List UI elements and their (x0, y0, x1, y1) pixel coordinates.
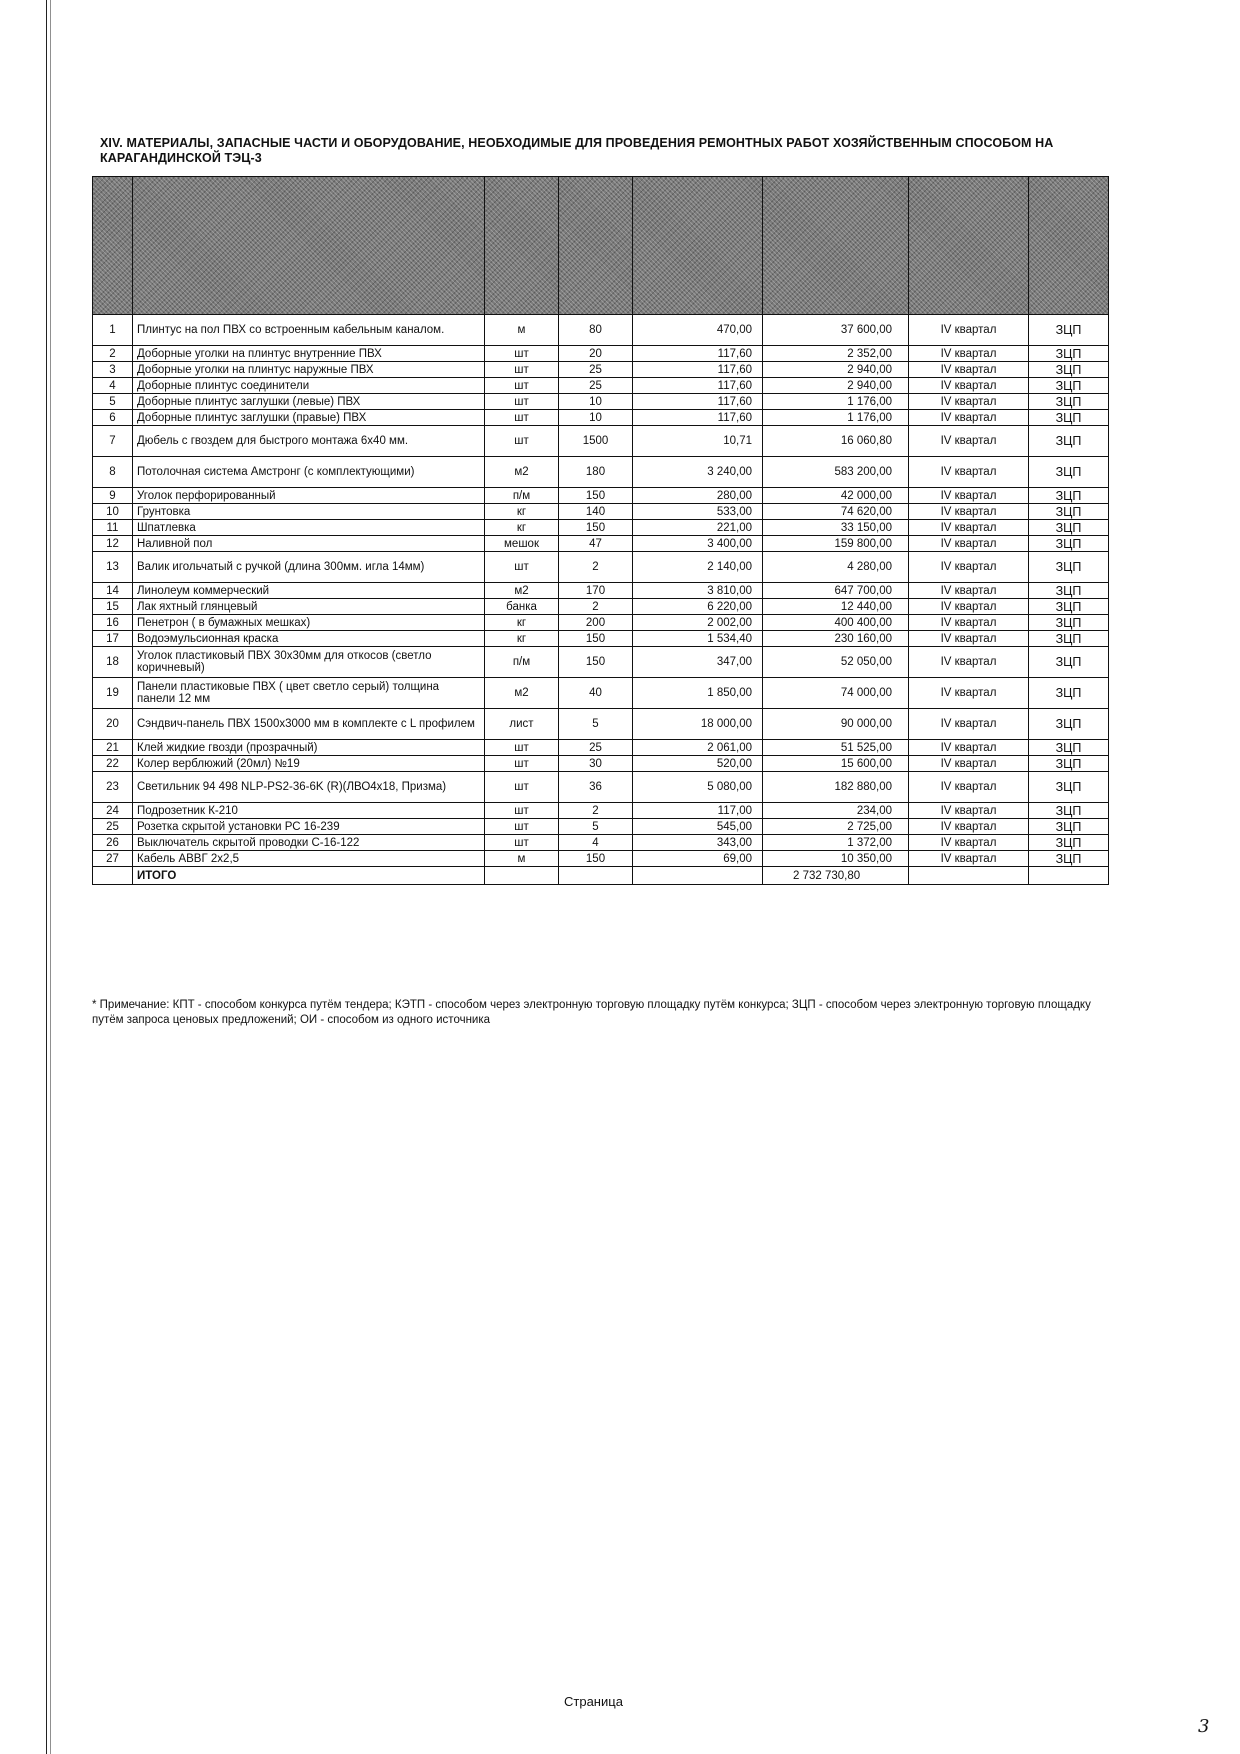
item-period: IV квартал (909, 394, 1029, 410)
item-unit: шт (485, 394, 559, 410)
item-unit: м (485, 315, 559, 346)
item-unit: шт (485, 756, 559, 772)
row-number: 3 (93, 362, 133, 378)
item-period: IV квартал (909, 457, 1029, 488)
item-unit: кг (485, 520, 559, 536)
item-unit: м (485, 851, 559, 867)
total-empty-cell (1029, 867, 1109, 885)
item-name: Уголок перфорированный (133, 488, 485, 504)
item-quantity: 36 (559, 772, 633, 803)
item-name: Лак яхтный глянцевый (133, 599, 485, 615)
table-row (93, 772, 1109, 803)
item-sum: 15 600,00 (763, 756, 909, 772)
item-procurement-method: ЗЦП (1029, 362, 1109, 378)
item-unit: м2 (485, 678, 559, 709)
row-number: 24 (93, 803, 133, 819)
item-quantity: 20 (559, 346, 633, 362)
item-quantity: 150 (559, 488, 633, 504)
row-number: 17 (93, 631, 133, 647)
item-period: IV квартал (909, 315, 1029, 346)
item-quantity: 25 (559, 740, 633, 756)
item-procurement-method: ЗЦП (1029, 346, 1109, 362)
footer-page-label: Страница (564, 1694, 623, 1709)
item-name: Подрозетник К-210 (133, 803, 485, 819)
item-price: 3 400,00 (633, 536, 763, 552)
item-name: Потолочная система Амстронг (с комплектующими) (133, 457, 485, 488)
item-procurement-method: ЗЦП (1029, 583, 1109, 599)
item-unit: шт (485, 410, 559, 426)
row-number: 18 (93, 647, 133, 678)
item-unit: кг (485, 615, 559, 631)
row-number: 27 (93, 851, 133, 867)
item-quantity: 140 (559, 504, 633, 520)
table-row (93, 678, 1109, 709)
item-name: Доборные уголки на плинтус наружные ПВХ (133, 362, 485, 378)
row-number: 4 (93, 378, 133, 394)
item-procurement-method: ЗЦП (1029, 740, 1109, 756)
item-quantity: 200 (559, 615, 633, 631)
item-sum: 10 350,00 (763, 851, 909, 867)
item-sum: 234,00 (763, 803, 909, 819)
row-number: 11 (93, 520, 133, 536)
row-number: 2 (93, 346, 133, 362)
item-price: 5 080,00 (633, 772, 763, 803)
item-period: IV квартал (909, 378, 1029, 394)
item-procurement-method: ЗЦП (1029, 709, 1109, 740)
item-period: IV квартал (909, 631, 1029, 647)
item-procurement-method: ЗЦП (1029, 835, 1109, 851)
item-period: IV квартал (909, 615, 1029, 631)
row-number: 10 (93, 504, 133, 520)
table-row (93, 835, 1109, 851)
row-number: 1 (93, 315, 133, 346)
item-name: Водоэмульсионная краска (133, 631, 485, 647)
item-price: 280,00 (633, 488, 763, 504)
item-sum: 1 176,00 (763, 410, 909, 426)
item-period: IV квартал (909, 819, 1029, 835)
item-procurement-method: ЗЦП (1029, 631, 1109, 647)
table-row (93, 647, 1109, 678)
row-number: 6 (93, 410, 133, 426)
table-row (93, 362, 1109, 378)
header-cell-obscured (1029, 177, 1109, 315)
item-sum: 583 200,00 (763, 457, 909, 488)
item-name: Панели пластиковые ПВХ ( цвет светло серый) толщина панели 12 мм (133, 678, 485, 709)
item-unit: кг (485, 504, 559, 520)
item-quantity: 10 (559, 410, 633, 426)
item-quantity: 40 (559, 678, 633, 709)
row-number: 5 (93, 394, 133, 410)
item-unit: шт (485, 378, 559, 394)
item-unit: лист (485, 709, 559, 740)
item-sum: 51 525,00 (763, 740, 909, 756)
item-quantity: 150 (559, 851, 633, 867)
row-number: 9 (93, 488, 133, 504)
table-row (93, 520, 1109, 536)
item-quantity: 150 (559, 647, 633, 678)
item-period: IV квартал (909, 740, 1029, 756)
item-sum: 33 150,00 (763, 520, 909, 536)
header-cell-obscured (909, 177, 1029, 315)
item-sum: 2 352,00 (763, 346, 909, 362)
total-empty-cell (93, 867, 133, 885)
total-row (93, 867, 1109, 885)
item-period: IV квартал (909, 520, 1029, 536)
item-unit: мешок (485, 536, 559, 552)
item-price: 117,60 (633, 346, 763, 362)
table-row (93, 346, 1109, 362)
item-sum: 37 600,00 (763, 315, 909, 346)
item-price: 117,60 (633, 378, 763, 394)
item-procurement-method: ЗЦП (1029, 394, 1109, 410)
header-cell-obscured (485, 177, 559, 315)
item-name: Розетка скрытой установки РС 16-239 (133, 819, 485, 835)
item-sum: 159 800,00 (763, 536, 909, 552)
row-number: 13 (93, 552, 133, 583)
item-quantity: 80 (559, 315, 633, 346)
total-empty-cell (633, 867, 763, 885)
item-sum: 2 940,00 (763, 378, 909, 394)
table-row (93, 394, 1109, 410)
item-name: Валик игольчатый с ручкой (длина 300мм. игла 14мм) (133, 552, 485, 583)
item-period: IV квартал (909, 488, 1029, 504)
item-procurement-method: ЗЦП (1029, 772, 1109, 803)
item-unit: шт (485, 803, 559, 819)
item-price: 117,60 (633, 394, 763, 410)
item-unit: м2 (485, 583, 559, 599)
item-price: 117,00 (633, 803, 763, 819)
item-period: IV квартал (909, 851, 1029, 867)
item-name: Наливной пол (133, 536, 485, 552)
table-row (93, 740, 1109, 756)
item-period: IV квартал (909, 426, 1029, 457)
item-sum: 1 176,00 (763, 394, 909, 410)
row-number: 23 (93, 772, 133, 803)
table-row (93, 488, 1109, 504)
item-procurement-method: ЗЦП (1029, 678, 1109, 709)
table-row (93, 851, 1109, 867)
item-period: IV квартал (909, 536, 1029, 552)
item-sum: 230 160,00 (763, 631, 909, 647)
item-unit: шт (485, 346, 559, 362)
item-price: 117,60 (633, 410, 763, 426)
row-number: 14 (93, 583, 133, 599)
item-sum: 16 060,80 (763, 426, 909, 457)
item-procurement-method: ЗЦП (1029, 426, 1109, 457)
item-price: 6 220,00 (633, 599, 763, 615)
item-name: Колер верблюжий (20мл) №19 (133, 756, 485, 772)
item-quantity: 30 (559, 756, 633, 772)
table-header-row (93, 177, 1109, 315)
total-label: ИТОГО (133, 867, 485, 885)
item-name: Уголок пластиковый ПВХ 30х30мм для откосов (светло коричневый) (133, 647, 485, 678)
item-price: 69,00 (633, 851, 763, 867)
item-period: IV квартал (909, 756, 1029, 772)
item-quantity: 5 (559, 819, 633, 835)
table-row (93, 536, 1109, 552)
item-sum: 2 940,00 (763, 362, 909, 378)
header-cell-obscured (559, 177, 633, 315)
item-period: IV квартал (909, 772, 1029, 803)
item-name: Выключатель скрытой проводки С-16-122 (133, 835, 485, 851)
item-price: 10,71 (633, 426, 763, 457)
item-price: 347,00 (633, 647, 763, 678)
row-number: 26 (93, 835, 133, 851)
item-unit: шт (485, 552, 559, 583)
item-name: Линолеум коммерческий (133, 583, 485, 599)
item-unit: шт (485, 740, 559, 756)
item-price: 2 061,00 (633, 740, 763, 756)
item-price: 533,00 (633, 504, 763, 520)
item-price: 1 534,40 (633, 631, 763, 647)
item-name: Доборные уголки на плинтус внутренние ПВХ (133, 346, 485, 362)
row-number: 8 (93, 457, 133, 488)
item-quantity: 47 (559, 536, 633, 552)
item-procurement-method: ЗЦП (1029, 803, 1109, 819)
total-empty-cell (559, 867, 633, 885)
item-period: IV квартал (909, 346, 1029, 362)
item-sum: 74 000,00 (763, 678, 909, 709)
item-procurement-method: ЗЦП (1029, 410, 1109, 426)
item-sum: 12 440,00 (763, 599, 909, 615)
item-name: Грунтовка (133, 504, 485, 520)
row-number: 15 (93, 599, 133, 615)
item-name: Клей жидкие гвозди (прозрачный) (133, 740, 485, 756)
item-unit: п/м (485, 647, 559, 678)
item-sum: 2 725,00 (763, 819, 909, 835)
item-quantity: 1500 (559, 426, 633, 457)
item-unit: шт (485, 426, 559, 457)
item-procurement-method: ЗЦП (1029, 615, 1109, 631)
item-period: IV квартал (909, 504, 1029, 520)
item-sum: 42 000,00 (763, 488, 909, 504)
item-period: IV квартал (909, 835, 1029, 851)
item-period: IV квартал (909, 709, 1029, 740)
table-row (93, 583, 1109, 599)
item-unit: шт (485, 835, 559, 851)
item-unit: м2 (485, 457, 559, 488)
item-unit: шт (485, 819, 559, 835)
table-row (93, 599, 1109, 615)
item-price: 1 850,00 (633, 678, 763, 709)
table-row (93, 709, 1109, 740)
table-row (93, 426, 1109, 457)
item-procurement-method: ЗЦП (1029, 315, 1109, 346)
item-sum: 647 700,00 (763, 583, 909, 599)
item-price: 545,00 (633, 819, 763, 835)
item-sum: 1 372,00 (763, 835, 909, 851)
item-period: IV квартал (909, 599, 1029, 615)
table-row (93, 631, 1109, 647)
table-row (93, 756, 1109, 772)
item-price: 3 240,00 (633, 457, 763, 488)
item-price: 2 002,00 (633, 615, 763, 631)
item-price: 3 810,00 (633, 583, 763, 599)
item-procurement-method: ЗЦП (1029, 756, 1109, 772)
item-price: 520,00 (633, 756, 763, 772)
header-cell-obscured (763, 177, 909, 315)
item-sum: 90 000,00 (763, 709, 909, 740)
item-period: IV квартал (909, 647, 1029, 678)
item-price: 221,00 (633, 520, 763, 536)
materials-table (92, 176, 1109, 885)
item-quantity: 4 (559, 835, 633, 851)
table-row (93, 615, 1109, 631)
item-name: Шпатлевка (133, 520, 485, 536)
item-price: 18 000,00 (633, 709, 763, 740)
item-procurement-method: ЗЦП (1029, 457, 1109, 488)
item-quantity: 5 (559, 709, 633, 740)
item-quantity: 10 (559, 394, 633, 410)
item-quantity: 180 (559, 457, 633, 488)
item-quantity: 2 (559, 803, 633, 819)
row-number: 16 (93, 615, 133, 631)
item-price: 117,60 (633, 362, 763, 378)
item-unit: шт (485, 362, 559, 378)
row-number: 22 (93, 756, 133, 772)
row-number: 19 (93, 678, 133, 709)
item-procurement-method: ЗЦП (1029, 599, 1109, 615)
item-quantity: 25 (559, 378, 633, 394)
item-procurement-method: ЗЦП (1029, 536, 1109, 552)
scan-edge-line (46, 0, 47, 1754)
item-sum: 182 880,00 (763, 772, 909, 803)
row-number: 20 (93, 709, 133, 740)
header-cell-obscured (633, 177, 763, 315)
handwritten-page-number: 3 (1198, 1716, 1210, 1737)
item-period: IV квартал (909, 583, 1029, 599)
footnote: * Примечание: КПТ - способом конкурса путём тендера; КЭТП - способом через электронную торговую площадку путём конкурса; ЗЦП - способом через электронную торговую площадку путём запроса ценовых предложений; ОИ - способом из одного источника (92, 999, 1091, 1026)
item-quantity: 2 (559, 599, 633, 615)
item-name: Доборные плинтус заглушки (правые) ПВХ (133, 410, 485, 426)
item-name: Дюбель с гвоздем для быстрого монтажа 6х40 мм. (133, 426, 485, 457)
item-period: IV квартал (909, 410, 1029, 426)
item-name: Пенетрон ( в бумажных мешках) (133, 615, 485, 631)
item-procurement-method: ЗЦП (1029, 488, 1109, 504)
item-procurement-method: ЗЦП (1029, 378, 1109, 394)
table-row (93, 378, 1109, 394)
row-number: 7 (93, 426, 133, 457)
row-number: 25 (93, 819, 133, 835)
item-name: Светильник 94 498 NLP-PS2-36-6K (R)(ЛВО4х18, Призма) (133, 772, 485, 803)
item-procurement-method: ЗЦП (1029, 520, 1109, 536)
item-price: 2 140,00 (633, 552, 763, 583)
document-heading: XIV. МАТЕРИАЛЫ, ЗАПАСНЫЕ ЧАСТИ И ОБОРУДОВАНИЕ, НЕОБХОДИМЫЕ ДЛЯ ПРОВЕДЕНИЯ РЕМОНТНЫХ РАБОТ ХОЗЯЙСТВЕННЫМ СПОСОБОМ НА КАРАГАНДИНСКОЙ ТЭЦ-3 (100, 136, 1054, 165)
total-empty-cell (909, 867, 1029, 885)
item-price: 343,00 (633, 835, 763, 851)
item-sum: 4 280,00 (763, 552, 909, 583)
item-name: Доборные плинтус заглушки (левые) ПВХ (133, 394, 485, 410)
scan-edge-line (50, 0, 51, 1754)
item-procurement-method: ЗЦП (1029, 647, 1109, 678)
row-number: 12 (93, 536, 133, 552)
table-row (93, 552, 1109, 583)
header-cell-obscured (93, 177, 133, 315)
item-period: IV квартал (909, 803, 1029, 819)
item-unit: банка (485, 599, 559, 615)
table-row (93, 410, 1109, 426)
item-name: Кабель АВВГ 2х2,5 (133, 851, 485, 867)
item-quantity: 2 (559, 552, 633, 583)
item-quantity: 150 (559, 520, 633, 536)
table-row (93, 457, 1109, 488)
item-unit: кг (485, 631, 559, 647)
item-procurement-method: ЗЦП (1029, 504, 1109, 520)
item-name: Плинтус на пол ПВХ со встроенным кабельным каналом. (133, 315, 485, 346)
item-name: Сэндвич-панель ПВХ 1500х3000 мм в комплекте с L профилем (133, 709, 485, 740)
item-price: 470,00 (633, 315, 763, 346)
item-sum: 52 050,00 (763, 647, 909, 678)
item-procurement-method: ЗЦП (1029, 851, 1109, 867)
total-empty-cell (485, 867, 559, 885)
total-sum: 2 732 730,80 (763, 867, 909, 885)
item-period: IV квартал (909, 552, 1029, 583)
item-procurement-method: ЗЦП (1029, 819, 1109, 835)
table-row (93, 819, 1109, 835)
item-sum: 74 620,00 (763, 504, 909, 520)
item-unit: п/м (485, 488, 559, 504)
table-row (93, 504, 1109, 520)
header-cell-obscured (133, 177, 485, 315)
item-period: IV квартал (909, 362, 1029, 378)
item-procurement-method: ЗЦП (1029, 552, 1109, 583)
item-sum: 400 400,00 (763, 615, 909, 631)
row-number: 21 (93, 740, 133, 756)
item-unit: шт (485, 772, 559, 803)
item-quantity: 150 (559, 631, 633, 647)
table-body (93, 315, 1109, 867)
item-quantity: 170 (559, 583, 633, 599)
item-quantity: 25 (559, 362, 633, 378)
item-period: IV квартал (909, 678, 1029, 709)
table-row (93, 803, 1109, 819)
item-name: Доборные плинтус соединители (133, 378, 485, 394)
table-row (93, 315, 1109, 346)
